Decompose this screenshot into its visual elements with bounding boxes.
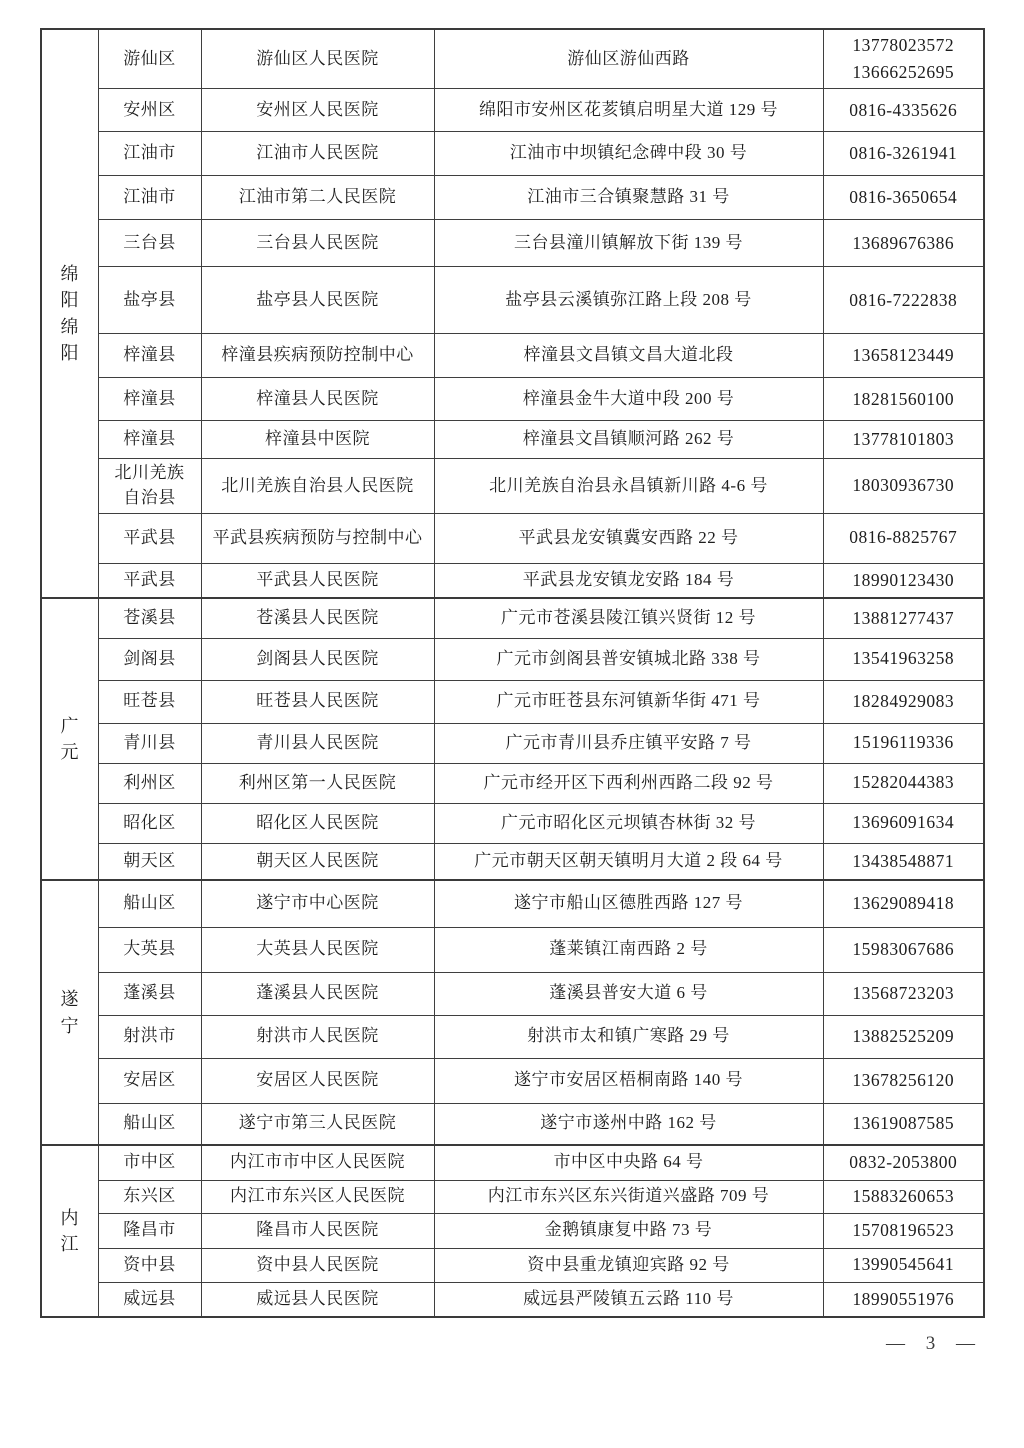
hospital-cell: 内江市东兴区人民医院 bbox=[201, 1180, 434, 1213]
hospital-cell: 遂宁市第三人民医院 bbox=[201, 1103, 434, 1145]
district-cell: 平武县 bbox=[98, 563, 201, 598]
phone-cell: 18030936730 bbox=[823, 459, 984, 513]
district-cell: 梓潼县 bbox=[98, 421, 201, 459]
phone-cell: 13696091634 bbox=[823, 803, 984, 843]
hospital-cell: 梓潼县疾病预防控制中心 bbox=[201, 334, 434, 378]
table-row bbox=[41, 927, 984, 972]
address-cell: 广元市青川县乔庄镇平安路 7 号 bbox=[434, 723, 823, 763]
table-row bbox=[41, 29, 984, 89]
table-row bbox=[41, 513, 984, 563]
phone-cell: 0816-3650654 bbox=[823, 176, 984, 220]
city-cell-suining bbox=[41, 880, 98, 1145]
table-row bbox=[41, 132, 984, 176]
city-label: 内江 bbox=[60, 1207, 79, 1255]
district-cell: 东兴区 bbox=[98, 1180, 201, 1213]
hospital-cell: 剑阁县人民医院 bbox=[201, 638, 434, 680]
hospital-cell: 青川县人民医院 bbox=[201, 723, 434, 763]
table-row bbox=[41, 1145, 984, 1180]
address-cell: 广元市苍溪县陵江镇兴贤街 12 号 bbox=[434, 598, 823, 638]
address-cell: 威远县严陵镇五云路 110 号 bbox=[434, 1282, 823, 1317]
table-row bbox=[41, 220, 984, 267]
phone-line: 13666252695 bbox=[852, 62, 955, 83]
address-cell: 内江市东兴区东兴街道兴盛路 709 号 bbox=[434, 1180, 823, 1213]
table-row bbox=[41, 89, 984, 132]
district-cell: 隆昌市 bbox=[98, 1213, 201, 1248]
district-cell: 盐亭县 bbox=[98, 267, 201, 334]
hospital-cell: 北川羌族自治县人民医院 bbox=[201, 459, 434, 513]
city-label: 绵阳 bbox=[60, 264, 79, 311]
hospital-cell: 内江市市中区人民医院 bbox=[201, 1145, 434, 1180]
address-cell: 北川羌族自治县永昌镇新川路 4-6 号 bbox=[434, 459, 823, 513]
district-cell: 江油市 bbox=[98, 132, 201, 176]
address-cell: 绵阳市安州区花荄镇启明星大道 129 号 bbox=[434, 89, 823, 132]
district-cell: 朝天区 bbox=[98, 843, 201, 880]
district-cell: 江油市 bbox=[98, 176, 201, 220]
table-row bbox=[41, 1015, 984, 1058]
address-cell: 广元市朝天区朝天镇明月大道 2 段 64 号 bbox=[434, 843, 823, 880]
table-row bbox=[41, 459, 984, 513]
address-cell: 广元市昭化区元坝镇杏林街 32 号 bbox=[434, 803, 823, 843]
hospital-cell: 遂宁市中心医院 bbox=[201, 880, 434, 927]
district-cell: 安居区 bbox=[98, 1058, 201, 1103]
phone-cell: 18990551976 bbox=[823, 1282, 984, 1317]
address-cell: 遂宁市船山区德胜西路 127 号 bbox=[434, 880, 823, 927]
address-cell: 梓潼县文昌镇文昌大道北段 bbox=[434, 334, 823, 378]
page-number: — 3 — bbox=[886, 1333, 977, 1354]
address-cell: 江油市三合镇聚慧路 31 号 bbox=[434, 176, 823, 220]
phone-cell: 13778101803 bbox=[823, 421, 984, 459]
hospital-cell: 江油市人民医院 bbox=[201, 132, 434, 176]
district-cell: 三台县 bbox=[98, 220, 201, 267]
address-cell: 射洪市太和镇广寒路 29 号 bbox=[434, 1015, 823, 1058]
district-cell: 安州区 bbox=[98, 89, 201, 132]
district-cell: 梓潼县 bbox=[98, 334, 201, 378]
table-row bbox=[41, 1248, 984, 1282]
hospital-cell: 三台县人民医院 bbox=[201, 220, 434, 267]
table-row bbox=[41, 763, 984, 803]
city-cell-neijiang bbox=[41, 1145, 98, 1317]
phone-cell: 0816-4335626 bbox=[823, 89, 984, 132]
table-row bbox=[41, 843, 984, 880]
address-cell: 盐亭县云溪镇弥江路上段 208 号 bbox=[434, 267, 823, 334]
table-row bbox=[41, 267, 984, 334]
table-row bbox=[41, 378, 984, 421]
district-cell: 大英县 bbox=[98, 927, 201, 972]
table-row bbox=[41, 1282, 984, 1317]
table-row bbox=[41, 972, 984, 1015]
district-cell: 青川县 bbox=[98, 723, 201, 763]
table-row bbox=[41, 1058, 984, 1103]
phone-cell: 0816-7222838 bbox=[823, 267, 984, 334]
hospital-cell: 梓潼县中医院 bbox=[201, 421, 434, 459]
hospital-cell: 隆昌市人民医院 bbox=[201, 1213, 434, 1248]
hospital-cell: 盐亭县人民医院 bbox=[201, 267, 434, 334]
phone-cell: 13568723203 bbox=[823, 972, 984, 1015]
phone-cell: 0816-3261941 bbox=[823, 132, 984, 176]
table-row bbox=[41, 334, 984, 378]
phone-cell: 15196119336 bbox=[823, 723, 984, 763]
phone-cell: 15883260653 bbox=[823, 1180, 984, 1213]
phone-cell: 0832-2053800 bbox=[823, 1145, 984, 1180]
phone-cell: 18990123430 bbox=[823, 563, 984, 598]
phone-cell: 13619087585 bbox=[823, 1103, 984, 1145]
district-cell: 昭化区 bbox=[98, 803, 201, 843]
district-cell: 市中区 bbox=[98, 1145, 201, 1180]
hospital-contact-table bbox=[40, 28, 985, 1318]
address-cell: 遂宁市遂州中路 162 号 bbox=[434, 1103, 823, 1145]
city-label: 广元 bbox=[60, 715, 79, 763]
table-row bbox=[41, 723, 984, 763]
address-cell: 市中区中央路 64 号 bbox=[434, 1145, 823, 1180]
hospital-cell: 威远县人民医院 bbox=[201, 1282, 434, 1317]
address-cell: 广元市经开区下西利州西路二段 92 号 bbox=[434, 763, 823, 803]
table-row bbox=[41, 803, 984, 843]
district-cell: 船山区 bbox=[98, 1103, 201, 1145]
district-cell: 剑阁县 bbox=[98, 638, 201, 680]
table-row bbox=[41, 598, 984, 638]
phone-cell: 13678256120 bbox=[823, 1058, 984, 1103]
table-row bbox=[41, 680, 984, 723]
phone-cell: 13541963258 bbox=[823, 638, 984, 680]
phone-cell: 13629089418 bbox=[823, 880, 984, 927]
hospital-cell: 利州区第一人民医院 bbox=[201, 763, 434, 803]
district-cell: 平武县 bbox=[98, 513, 201, 563]
hospital-cell: 平武县疾病预防与控制中心 bbox=[201, 513, 434, 563]
hospital-cell: 资中县人民医院 bbox=[201, 1248, 434, 1282]
address-cell: 遂宁市安居区梧桐南路 140 号 bbox=[434, 1058, 823, 1103]
table-row bbox=[41, 638, 984, 680]
address-cell: 梓潼县文昌镇顺河路 262 号 bbox=[434, 421, 823, 459]
phone-cell: 15708196523 bbox=[823, 1213, 984, 1248]
address-cell: 金鹅镇康复中路 73 号 bbox=[434, 1213, 823, 1248]
phone-cell: 15282044383 bbox=[823, 763, 984, 803]
district-cell: 梓潼县 bbox=[98, 378, 201, 421]
phone-cell: 0816-8825767 bbox=[823, 513, 984, 563]
address-cell: 梓潼县金牛大道中段 200 号 bbox=[434, 378, 823, 421]
district-cell: 旺苍县 bbox=[98, 680, 201, 723]
hospital-cell: 平武县人民医院 bbox=[201, 563, 434, 598]
district-cell: 蓬溪县 bbox=[98, 972, 201, 1015]
hospital-cell: 蓬溪县人民医院 bbox=[201, 972, 434, 1015]
hospital-cell: 安居区人民医院 bbox=[201, 1058, 434, 1103]
phone-cell: 13882525209 bbox=[823, 1015, 984, 1058]
hospital-cell: 射洪市人民医院 bbox=[201, 1015, 434, 1058]
district-cell: 利州区 bbox=[98, 763, 201, 803]
address-cell: 三台县潼川镇解放下街 139 号 bbox=[434, 220, 823, 267]
phone-cell: 18284929083 bbox=[823, 680, 984, 723]
table-row bbox=[41, 1180, 984, 1213]
district-cell: 苍溪县 bbox=[98, 598, 201, 638]
district-cell: 北川羌族自治县 bbox=[98, 459, 201, 513]
phone-cell: 15983067686 bbox=[823, 927, 984, 972]
address-cell: 广元市剑阁县普安镇城北路 338 号 bbox=[434, 638, 823, 680]
address-cell: 资中县重龙镇迎宾路 92 号 bbox=[434, 1248, 823, 1282]
address-cell: 游仙区游仙西路 bbox=[434, 29, 823, 89]
hospital-cell: 苍溪县人民医院 bbox=[201, 598, 434, 638]
hospital-cell: 江油市第二人民医院 bbox=[201, 176, 434, 220]
district-cell: 船山区 bbox=[98, 880, 201, 927]
district-cell: 资中县 bbox=[98, 1248, 201, 1282]
table-row bbox=[41, 1103, 984, 1145]
city-label: 绵阳 bbox=[60, 316, 79, 363]
phone-cell: 18281560100 bbox=[823, 378, 984, 421]
city-cell-guangyuan bbox=[41, 598, 98, 880]
address-cell: 平武县龙安镇龙安路 184 号 bbox=[434, 563, 823, 598]
phone-cell bbox=[823, 29, 984, 89]
city-label: 遂宁 bbox=[60, 989, 79, 1036]
hospital-cell: 朝天区人民医院 bbox=[201, 843, 434, 880]
hospital-cell: 昭化区人民医院 bbox=[201, 803, 434, 843]
hospital-cell: 游仙区人民医院 bbox=[201, 29, 434, 89]
hospital-cell: 大英县人民医院 bbox=[201, 927, 434, 972]
hospital-cell: 旺苍县人民医院 bbox=[201, 680, 434, 723]
phone-cell: 13881277437 bbox=[823, 598, 984, 638]
table-row bbox=[41, 421, 984, 459]
table-row bbox=[41, 1213, 984, 1248]
address-cell: 平武县龙安镇冀安西路 22 号 bbox=[434, 513, 823, 563]
district-cell: 威远县 bbox=[98, 1282, 201, 1317]
address-cell: 蓬莱镇江南西路 2 号 bbox=[434, 927, 823, 972]
district-cell: 射洪市 bbox=[98, 1015, 201, 1058]
table-row bbox=[41, 176, 984, 220]
table-row bbox=[41, 563, 984, 598]
district-cell: 游仙区 bbox=[98, 29, 201, 89]
address-cell: 蓬溪县普安大道 6 号 bbox=[434, 972, 823, 1015]
hospital-cell: 安州区人民医院 bbox=[201, 89, 434, 132]
address-cell: 江油市中坝镇纪念碑中段 30 号 bbox=[434, 132, 823, 176]
phone-cell: 13438548871 bbox=[823, 843, 984, 880]
phone-line: 13778023572 bbox=[852, 35, 955, 55]
address-cell: 广元市旺苍县东河镇新华街 471 号 bbox=[434, 680, 823, 723]
hospital-cell: 梓潼县人民医院 bbox=[201, 378, 434, 421]
city-cell-mianyang bbox=[41, 29, 98, 598]
phone-cell: 13990545641 bbox=[823, 1248, 984, 1282]
table-row bbox=[41, 880, 984, 927]
phone-cell: 13658123449 bbox=[823, 334, 984, 378]
phone-cell: 13689676386 bbox=[823, 220, 984, 267]
